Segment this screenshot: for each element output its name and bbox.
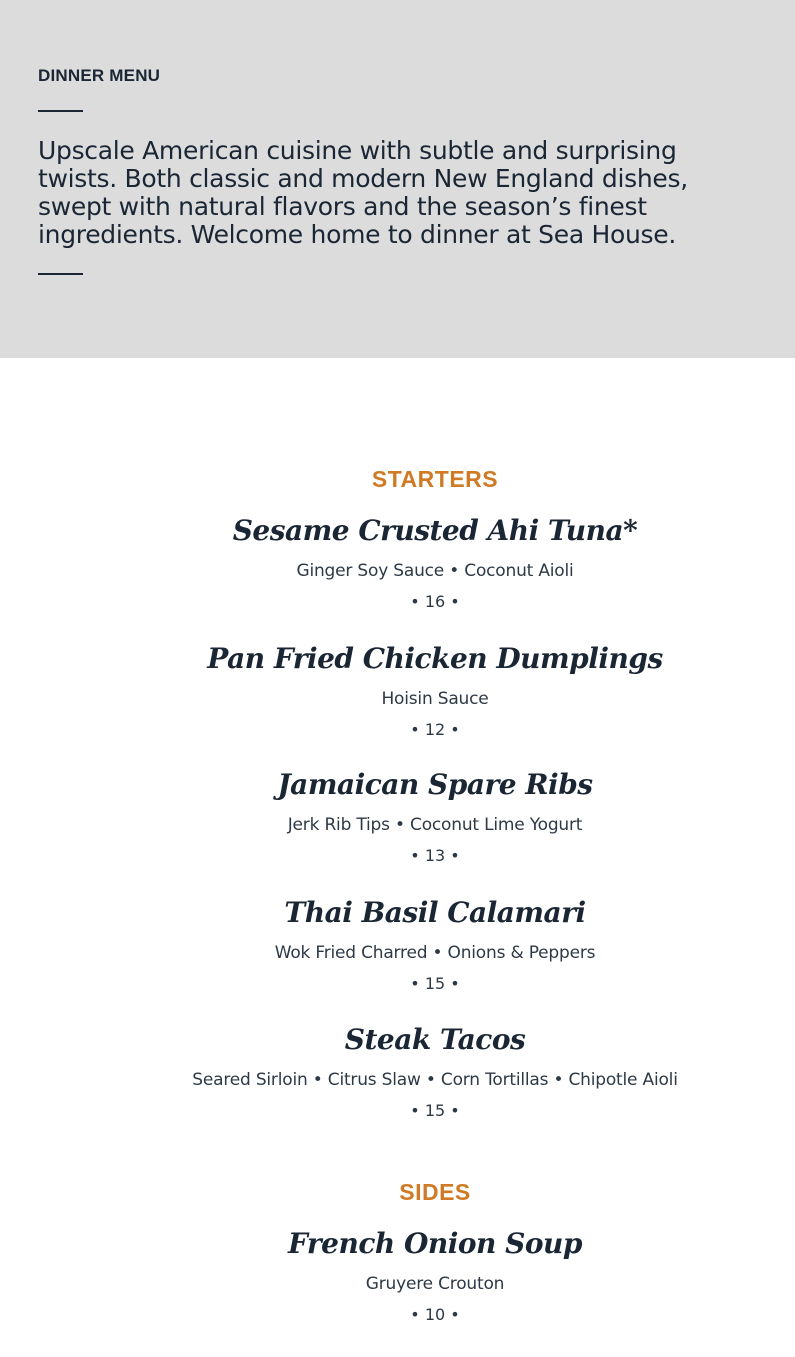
menu-item-name: Thai Basil Calamari [284,896,586,929]
intro-text: Upscale American cuisine with subtle and surprising twists. Both classic and modern New England dishes, swept with natural flavors and the season’s finest ingredients. Welcome home to dinner at Sea House. [38,136,688,249]
menu-item [0,896,795,994]
menu-item-name: Sesame Crusted Ahi Tuna* [232,514,638,547]
menu-item-description: Hoisin Sauce [381,689,489,709]
menu-item-description: Gruyere Crouton [365,1274,505,1294]
menu-item [0,514,795,612]
menu-label: DINNER MENU [38,66,161,85]
menu-item [0,1227,795,1325]
divider [38,273,83,275]
menu-item [0,768,795,866]
section-title-starters: STARTERS [371,466,499,492]
menu-item-description: Ginger Soy Sauce • Coconut Aioli [296,561,574,581]
menu-item-name: Steak Tacos [344,1023,526,1056]
menu-item-description: Jerk Rib Tips • Coconut Lime Yogurt [287,815,583,835]
menu-item-price: • 15 • [410,1101,460,1120]
hero-banner [0,0,795,358]
menu-item [0,1023,795,1121]
divider [38,110,83,112]
menu-item-name: French Onion Soup [288,1227,582,1260]
menu-item-description: Wok Fried Charred • Onions & Peppers [274,943,596,963]
menu-item-price: • 12 • [410,720,460,739]
menu-item-price: • 15 • [410,974,460,993]
menu-item-price: • 16 • [410,592,460,611]
menu-item-price: • 13 • [410,846,460,865]
menu-item-name: Jamaican Spare Ribs [277,768,593,801]
menu-item [0,642,795,740]
menu-item-description: Seared Sirloin • Citrus Slaw • Corn Tortillas • Chipotle Aioli [192,1070,678,1090]
section-title-sides: SIDES [399,1179,471,1205]
menu-item-price: • 10 • [410,1305,460,1324]
menu-item-name: Pan Fried Chicken Dumplings [207,642,663,675]
